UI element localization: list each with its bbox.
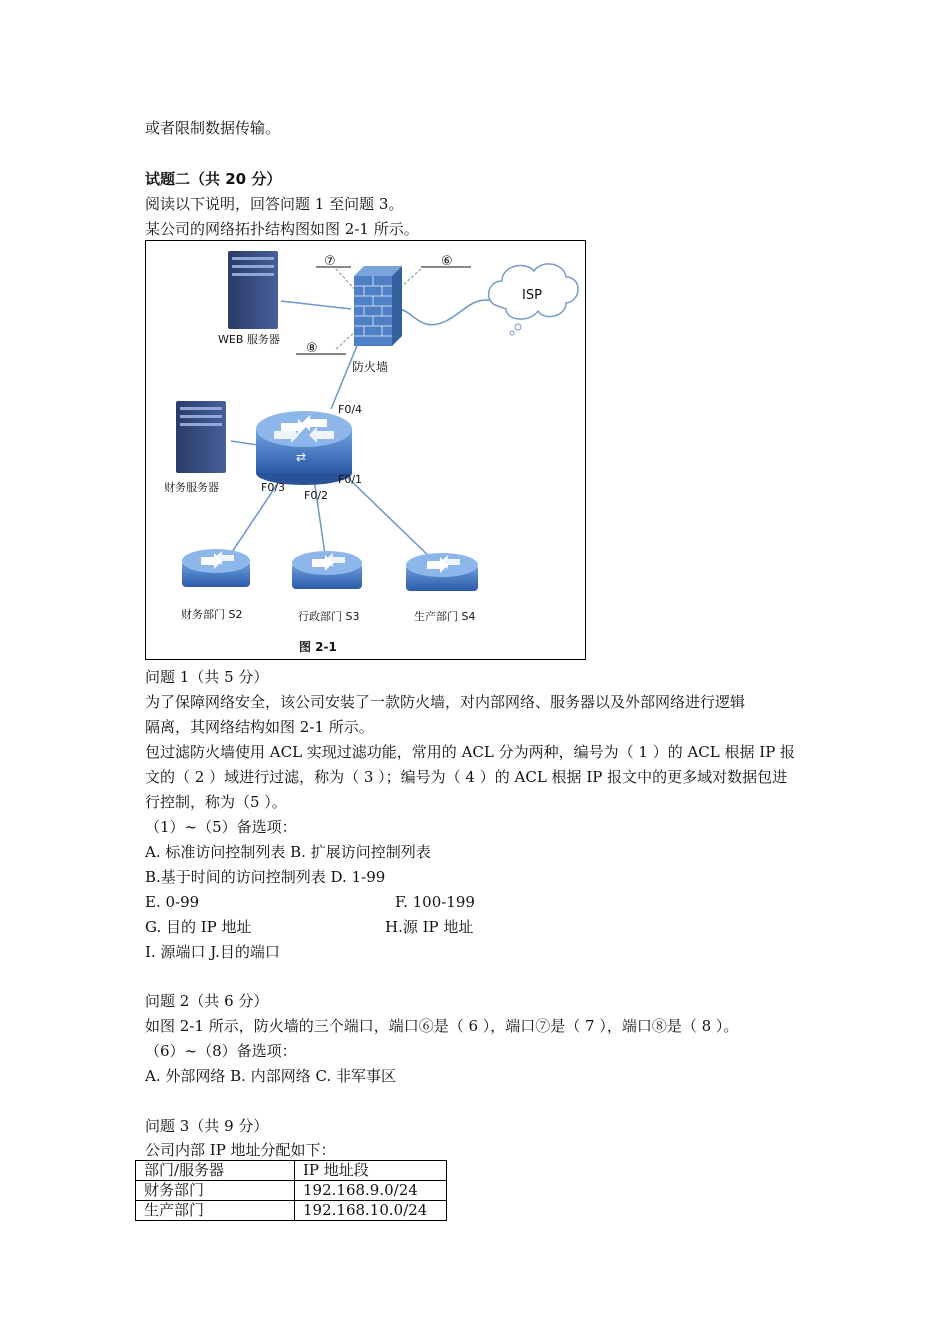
port-f01-label: F0/1 xyxy=(338,473,363,486)
text-line: 或者限制数据传输。 xyxy=(145,119,281,137)
question-heading: 问题 2（共 6 分） xyxy=(145,992,269,1010)
option-g: G. 目的 IP 地址 xyxy=(145,918,252,936)
text-line: 包过滤防火墙使用 ACL 实现过滤功能，常用的 ACL 分为两种，编号为（ 1 ）的 ACL 根据 IP 报 xyxy=(145,743,796,761)
switch-s4-label: 生产部门 S4 xyxy=(414,610,476,623)
table-header-row xyxy=(136,1161,447,1181)
text-line: 某公司的网络拓扑结构图如图 2-1 所示。 xyxy=(145,220,419,238)
marker-6: ⑥ xyxy=(441,254,453,269)
figure-caption: 图 2-1 xyxy=(299,640,337,654)
text-line: 阅读以下说明，回答问题 1 至问题 3。 xyxy=(145,195,404,213)
table-row xyxy=(136,1201,447,1221)
marker-8: ⑧ xyxy=(306,341,318,356)
option-e: E. 0-99 xyxy=(145,893,200,911)
port-f02-label: F0/2 xyxy=(304,489,329,502)
switch-s3-icon xyxy=(292,551,362,589)
firewall-icon xyxy=(354,266,402,346)
port-f03-label: F0/3 xyxy=(261,481,286,494)
ip-allocation-table xyxy=(135,1160,447,1221)
option-h: H.源 IP 地址 xyxy=(385,918,474,936)
option-line: I. 源端口 J.目的端口 xyxy=(145,943,280,961)
table-row xyxy=(136,1181,447,1201)
option-f: F. 100-199 xyxy=(395,893,475,911)
text-line: 为了保障网络安全，该公司安装了一款防火墙，对内部网络、服务器以及外部网络进行逻辑 xyxy=(145,693,746,711)
port-f04-label: F0/4 xyxy=(338,403,363,416)
text-line: 公司内部 IP 地址分配如下： xyxy=(145,1141,336,1159)
table-cell: 192.168.10.0/24 xyxy=(295,1201,447,1221)
network-topology-figure xyxy=(145,240,586,660)
switch-s3-label: 行政部门 S3 xyxy=(298,610,360,623)
text-line: 文的（ 2 ）域进行过滤，称为（ 3 ）；编号为（ 4 ）的 ACL 根据 IP 报文中的更多域对数据包进 xyxy=(145,768,788,786)
table-cell: 生产部门 xyxy=(136,1201,295,1221)
table-cell: 192.168.9.0/24 xyxy=(295,1181,447,1201)
finance-server-icon xyxy=(176,401,226,473)
question-heading: 问题 1（共 5 分） xyxy=(145,668,269,686)
options-heading: （1）~（5）备选项： xyxy=(145,818,297,836)
switch-s2-label: 财务部门 S2 xyxy=(181,608,243,621)
text-line: 如图 2-1 所示，防火墙的三个端口，端口⑥是（ 6 ），端口⑦是（ 7 ），端口⑧是（ 8 ）。 xyxy=(145,1017,739,1035)
switch-s4-icon xyxy=(406,553,478,591)
option-line: B.基于时间的访问控制列表 D. 1-99 xyxy=(145,868,386,886)
section-title: 试题二（共 20 分） xyxy=(145,170,282,188)
option-line: A. 标准访问控制列表 B. 扩展访问控制列表 xyxy=(145,843,431,861)
svg-text:⇄: ⇄ xyxy=(296,450,307,464)
table-cell: 财务部门 xyxy=(136,1181,295,1201)
finance-server-label: 财务服务器 xyxy=(164,481,219,494)
marker-7: ⑦ xyxy=(324,254,336,269)
web-server-icon xyxy=(228,251,278,329)
table-header-cell: IP 地址段 xyxy=(295,1161,447,1181)
table-header-cell: 部门/服务器 xyxy=(136,1161,295,1181)
text-line: 行控制，称为（5 ）。 xyxy=(145,793,287,811)
isp-label: ISP xyxy=(522,288,542,303)
switch-s2-icon xyxy=(182,549,250,587)
firewall-label: 防火墙 xyxy=(352,360,389,374)
option-line: A. 外部网络 B. 内部网络 C. 非军事区 xyxy=(145,1067,396,1085)
text-line: 隔离，其网络结构如图 2-1 所示。 xyxy=(145,718,374,736)
options-heading: （6）~（8）备选项： xyxy=(145,1042,297,1060)
web-server-label: WEB 服务器 xyxy=(218,333,280,346)
question-heading: 问题 3（共 9 分） xyxy=(145,1117,269,1135)
